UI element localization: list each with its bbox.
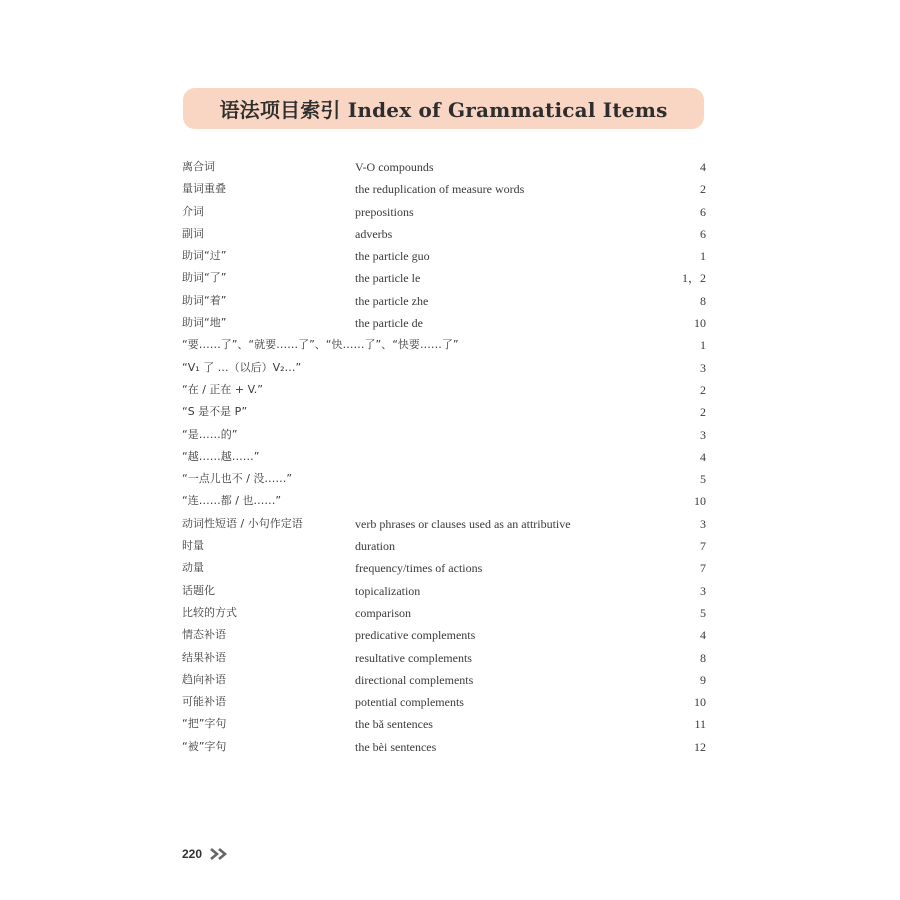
entry-page-number: 5	[700, 472, 706, 487]
index-entry	[182, 557, 706, 579]
entry-english-term: the particle de	[355, 316, 423, 331]
entry-chinese-term: 助词“过”	[182, 249, 227, 263]
entry-chinese-term: 话题化	[182, 583, 215, 597]
entry-english-term: the reduplication of measure words	[355, 182, 525, 197]
index-entry	[182, 468, 706, 490]
entry-chinese-term: 介词	[182, 204, 204, 218]
entry-chinese-term: 动量	[182, 561, 204, 575]
index-entry	[182, 357, 706, 379]
entry-page-number: 8	[700, 650, 706, 665]
entry-chinese-term: 离合词	[182, 160, 215, 173]
entry-chinese-term: “V₁ 了 …（以后）V₂…”	[182, 360, 302, 374]
entry-english-term: V-O compounds	[355, 160, 434, 174]
entry-chinese-term: 量词重叠	[182, 182, 226, 196]
entry-english-term: the particle zhe	[355, 293, 429, 308]
index-entry	[182, 267, 706, 289]
index-entry	[182, 446, 706, 468]
index-entry	[182, 647, 706, 669]
entry-chinese-term: 结果补语	[182, 650, 226, 664]
entry-chinese-term: “要……了”、“就要……了”、“快……了”、“快要……了”	[182, 338, 459, 352]
index-entry	[182, 624, 706, 646]
entry-page-number: 3	[700, 360, 706, 375]
entry-english-term: the bǎ sentences	[355, 717, 433, 732]
page-footer	[182, 847, 228, 861]
entry-chinese-term: 比较的方式	[182, 605, 237, 619]
entry-english-term: predicative complements	[355, 628, 476, 643]
entry-page-number: 9	[700, 672, 706, 687]
entry-page-number: 3	[700, 427, 706, 442]
entry-page-number: 2	[700, 382, 706, 397]
entry-chinese-term: 副词	[182, 226, 204, 240]
title-banner	[183, 88, 704, 129]
entry-english-term: comparison	[355, 605, 411, 620]
entry-chinese-term: “S 是不是 P”	[182, 405, 248, 419]
entry-page-number: 1，2	[681, 271, 706, 286]
index-entry	[182, 580, 706, 602]
index-entry	[182, 490, 706, 512]
entry-chinese-term: “是……的”	[182, 427, 238, 441]
entry-page-number: 11	[694, 717, 706, 732]
index-entry	[182, 334, 706, 356]
entry-page-number: 5	[700, 605, 706, 620]
entry-chinese-term: 助词“着”	[182, 293, 227, 307]
index-entry	[182, 535, 706, 557]
entry-english-term: the particle le	[355, 271, 421, 286]
index-entry	[182, 156, 706, 178]
index-entry	[182, 312, 706, 334]
entry-chinese-term: 助词“了”	[182, 271, 227, 285]
entry-chinese-term: 趋向补语	[182, 672, 226, 686]
entry-english-term: adverbs	[355, 226, 393, 241]
entry-chinese-term: 情态补语	[182, 628, 226, 642]
index-entry	[182, 223, 706, 245]
page-number: 220	[182, 847, 203, 861]
entry-page-number: 10	[694, 695, 706, 710]
index-entry	[182, 513, 706, 535]
entry-page-number: 4	[700, 449, 706, 464]
entry-chinese-term: 动词性短语 / 小句作定语	[182, 516, 303, 530]
entry-page-number: 10	[694, 494, 706, 509]
entry-chinese-term: “越……越……”	[182, 449, 260, 463]
entry-page-number: 3	[700, 516, 706, 531]
entry-chinese-term: “把”字句	[182, 717, 227, 731]
double-chevron-right-icon	[210, 848, 228, 860]
entry-english-term: verb phrases or clauses used as an attributive	[355, 516, 571, 531]
entry-english-term: the particle guo	[355, 249, 430, 264]
entry-page-number: 6	[700, 226, 706, 241]
entry-page-number: 8	[700, 293, 706, 308]
index-entry	[182, 691, 706, 713]
entry-page-number: 1	[700, 338, 706, 353]
index-entry	[182, 736, 706, 758]
entry-english-term: prepositions	[355, 204, 414, 219]
entry-page-number: 6	[700, 204, 706, 219]
entry-page-number: 2	[700, 182, 706, 197]
entry-chinese-term: 时量	[182, 539, 204, 553]
entry-page-number: 2	[700, 405, 706, 420]
entry-page-number: 7	[700, 539, 706, 554]
index-entry	[182, 379, 706, 401]
index-entry	[182, 178, 706, 200]
entry-chinese-term: 助词“地”	[182, 316, 227, 330]
entry-page-number: 12	[694, 739, 706, 754]
index-entry	[182, 245, 706, 267]
entry-english-term: duration	[355, 539, 395, 554]
entry-page-number: 4	[700, 160, 706, 174]
entry-page-number: 3	[700, 583, 706, 598]
entry-english-term: the bèi sentences	[355, 739, 437, 754]
entry-chinese-term: “被”字句	[182, 739, 227, 753]
index-entry	[182, 713, 706, 735]
entry-page-number: 7	[700, 561, 706, 576]
index-entry	[182, 201, 706, 223]
entry-chinese-term: “在 / 正在 + V.”	[182, 382, 263, 396]
index-entry	[182, 602, 706, 624]
entry-english-term: resultative complements	[355, 650, 472, 665]
entry-english-term: frequency/times of actions	[355, 561, 483, 576]
entry-english-term: directional complements	[355, 672, 474, 687]
index-entry	[182, 424, 706, 446]
entry-english-term: topicalization	[355, 583, 421, 598]
entry-page-number: 1	[700, 249, 706, 264]
index-list	[182, 156, 706, 758]
index-entry	[182, 401, 706, 423]
entry-chinese-term: “连……都 / 也……”	[182, 494, 282, 508]
entry-chinese-term: “一点儿也不 / 没……”	[182, 472, 293, 486]
index-entry	[182, 669, 706, 691]
entry-chinese-term: 可能补语	[182, 695, 226, 709]
entry-english-term: potential complements	[355, 695, 464, 710]
entry-page-number: 10	[694, 316, 706, 331]
index-entry	[182, 290, 706, 312]
entry-page-number: 4	[700, 628, 706, 643]
page-title: 语法项目索引 Index of Grammatical Items	[219, 98, 668, 122]
